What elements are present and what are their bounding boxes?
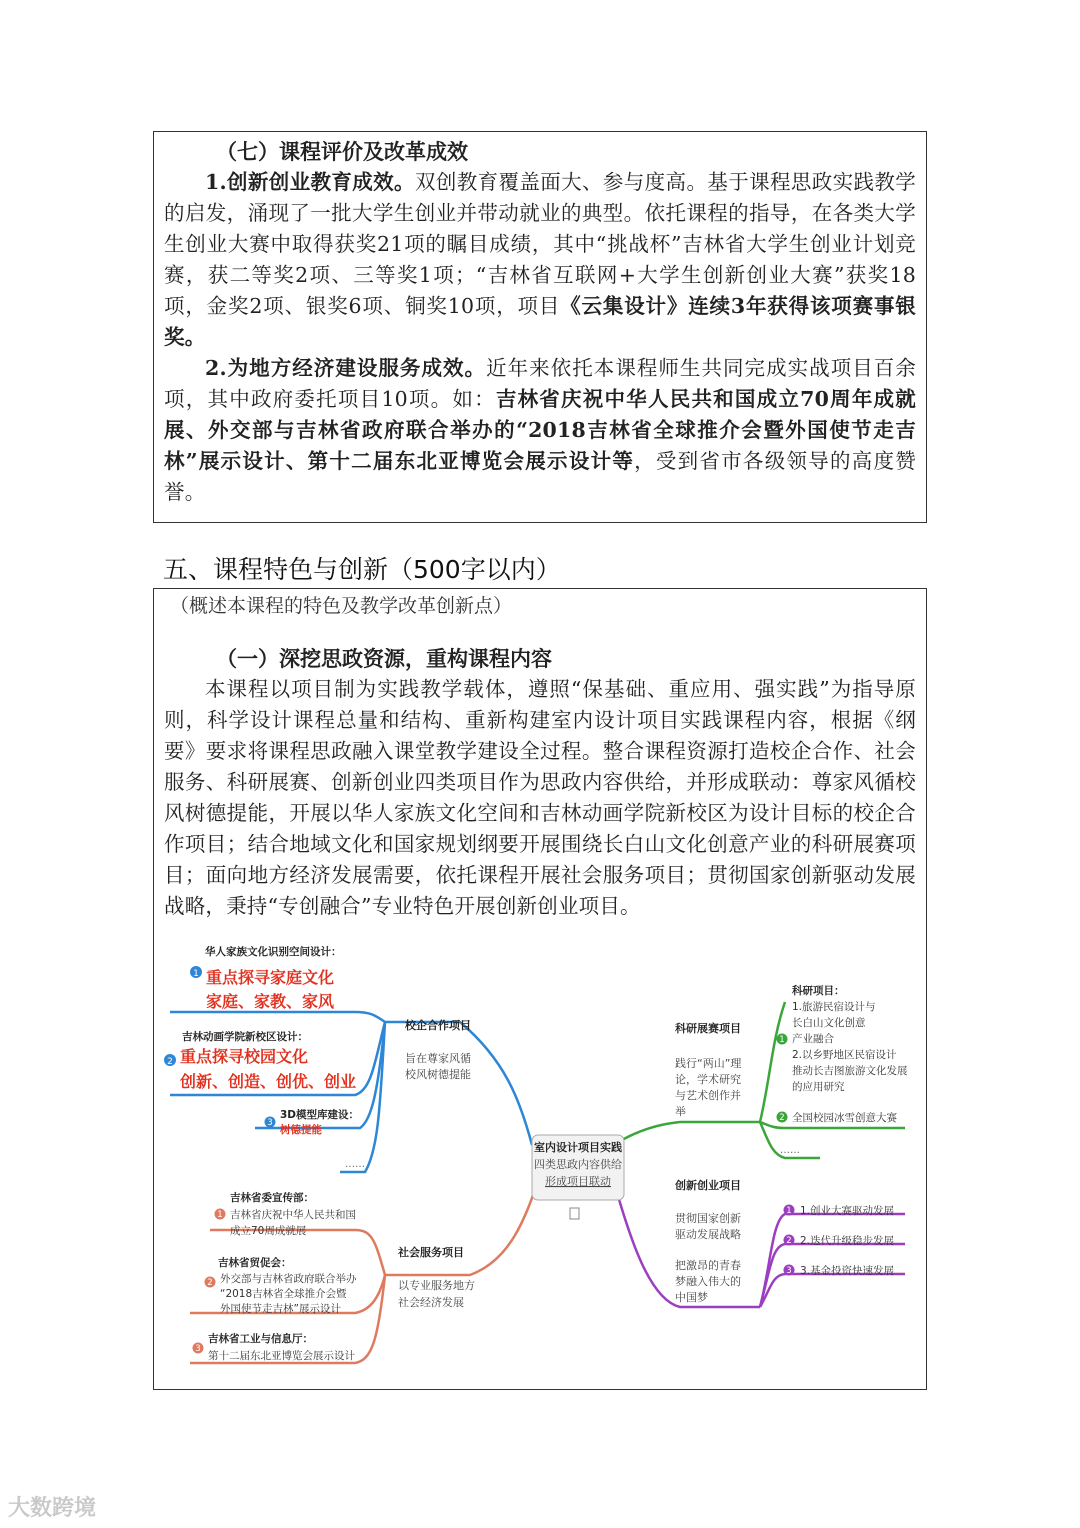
mind-map bbox=[160, 940, 920, 1382]
center-line-2: 四类思政内容供给 bbox=[534, 1158, 622, 1171]
xiaoqi-leaf1-red-2: 家庭、家教、家风 bbox=[206, 992, 335, 1011]
xiaoqi-leaf3-red: 树德提能 bbox=[280, 1124, 322, 1136]
xiaoqi-leaf3-label: 3D模型库建设： bbox=[280, 1109, 360, 1121]
watermark: 大数跨境 bbox=[8, 1496, 97, 1521]
chuangxin-desc2-1: 把激昂的青春 bbox=[675, 1259, 741, 1272]
chuangxin-leaf1: 1.创业大赛驱动发展 bbox=[800, 1205, 895, 1217]
purple-num-1: 1 bbox=[786, 1206, 792, 1216]
xiaoqi-leaf2-label: 吉林动画学院新校区设计： bbox=[182, 1031, 308, 1043]
chuangxin-leaf3: 3.基金投资快速发展 bbox=[800, 1265, 895, 1277]
chuangxin-desc1-2: 驱动发展战略 bbox=[675, 1228, 741, 1241]
xiaoqi-title: 校企合作项目 bbox=[405, 1019, 471, 1032]
keyan-title: 科研展赛项目 bbox=[675, 1022, 741, 1035]
shehui-leaf1-label: 吉林省委宣传部： bbox=[230, 1192, 314, 1204]
orange-num-2: 2 bbox=[207, 1278, 213, 1288]
blue-num-3: 3 bbox=[267, 1118, 273, 1128]
orange-num-1: 1 bbox=[217, 1210, 223, 1220]
chuangxin-desc2-3: 中国梦 bbox=[675, 1291, 708, 1304]
chuangxin-desc1-1: 贯彻国家创新 bbox=[675, 1212, 741, 1225]
evaluation-heading: （七）课程评价及改革成效 bbox=[216, 139, 468, 164]
chuangxin-desc2-2: 梦融入伟大的 bbox=[675, 1275, 741, 1288]
evaluation-box bbox=[153, 131, 927, 523]
purple-num-3: 3 bbox=[786, 1266, 792, 1276]
xiaoqi-desc-2: 校风树德提能 bbox=[405, 1068, 471, 1081]
evaluation-paragraph-2 bbox=[164, 353, 916, 508]
xiaoqi-leaf2-red-1: 重点探寻校园文化 bbox=[180, 1047, 309, 1066]
purple-num-2: 2 bbox=[786, 1236, 792, 1246]
p1-body: 双创教育覆盖面大、参与度高。基于课程思政实践教学的启发，涌现了一批大学生创业并带动就业的典型。依托课程的指导，在各类大学生创业大赛中取得获奖21项的瞩目成绩，其中“挑战杯”吉林省大学生创业计划竞赛，获二等奖2项、三等奖1项；“吉林省互联网+大学生创新创业大赛”获奖18项，金奖2项、银奖6项、铜奖10项，项目 bbox=[164, 170, 916, 318]
keyan-desc-2: 论，学术研究 bbox=[675, 1073, 741, 1086]
keyan-leaf1-text-5: 推动长吉图旅游文化发展 bbox=[792, 1065, 908, 1077]
note-icon bbox=[570, 1208, 579, 1219]
green-num-1: 1 bbox=[779, 1035, 785, 1045]
blue-num-1: 1 bbox=[193, 969, 199, 979]
keyan-leaf2-text: 全国校园冰雪创意大赛 bbox=[792, 1112, 897, 1124]
keyan-leaf1-text-3: 产业融合 bbox=[792, 1033, 834, 1045]
chuangxin-title: 创新创业项目 bbox=[675, 1179, 741, 1192]
shehui-leaf3-text: 第十二届东北亚博览会展示设计 bbox=[208, 1350, 355, 1362]
shehui-desc-1: 以专业服务地方 bbox=[398, 1279, 475, 1292]
evaluation-paragraph-1 bbox=[164, 167, 916, 353]
center-line-3: 形成项目联动 bbox=[545, 1175, 611, 1188]
p2-title: 2.为地方经济建设服务成效。 bbox=[205, 356, 487, 380]
section-5-title: 五、课程特色与创新（500字以内） bbox=[163, 555, 561, 584]
p2-end: ，受到省市各级领导的高度赞誉。 bbox=[164, 449, 916, 504]
features-body: 本课程以项目制为实践教学载体，遵照“保基础、重应用、强实践”为指导原则，科学设计课程总量和结构、重新构建室内设计项目实践课程内容，根据《纲要》要求将课程思政融入课堂教学建设全过程。整合课程资源打造校企合作、社会服务、科研展赛、创新创业四类项目作为思政内容供给，并形成联动：尊家风循校风树德提能，开展以华人家族文化空间和吉林动画学院新校区为设计目标的校企合作项目；结合地域文化和国家规划纲要开展围绕长白山文化创意产业的科研展赛项目；面向地方经济发展需要，依托课程开展社会服务项目；贯彻国家创新驱动发展战略，秉持“专创融合”专业特色开展创新创业项目。 bbox=[164, 677, 916, 918]
shehui-leaf3-label: 吉林省工业与信息厅： bbox=[208, 1333, 313, 1345]
shehui-leaf2-text-3: 外国使节走吉林”展示设计 bbox=[220, 1303, 341, 1315]
keyan-leaf1-text-4: 2.以乡野地区民宿设计 bbox=[792, 1049, 897, 1061]
orange-num-3: 3 bbox=[195, 1344, 201, 1354]
center-node bbox=[532, 1135, 624, 1219]
p1-bold-end: 《云集设计》连续3年获得该项赛事银奖。 bbox=[164, 294, 916, 349]
blue-num-2: 2 bbox=[167, 1057, 173, 1067]
keyan-desc-3: 与艺术创作并 bbox=[675, 1089, 741, 1102]
shehui-title: 社会服务项目 bbox=[398, 1246, 464, 1259]
xiaoqi-leaf1-red-1: 重点探寻家庭文化 bbox=[206, 968, 335, 987]
keyan-leaf1-text-1: 1.旅游民宿设计与 bbox=[792, 1001, 876, 1013]
keyan-desc-1: 践行“两山”理 bbox=[675, 1057, 742, 1070]
features-heading: （一）深挖思政资源，重构课程内容 bbox=[216, 646, 552, 671]
keyan-leaf1-text-2: 长白山文化创意 bbox=[792, 1017, 866, 1029]
shehui-desc-2: 社会经济发展 bbox=[398, 1296, 464, 1309]
center-line-1: 室内设计项目实践 bbox=[534, 1141, 622, 1154]
shehui-leaf2-text-2: “2018吉林省全球推介会暨 bbox=[220, 1288, 347, 1300]
shehui-leaf1-text-1: 吉林省庆祝中华人民共和国 bbox=[230, 1209, 356, 1221]
xiaoqi-ellipsis: …… bbox=[345, 1159, 365, 1170]
xiaoqi-leaf1-label: 华人家族文化识别空间设计： bbox=[205, 946, 342, 958]
keyan-leaf1-label: 科研项目： bbox=[792, 985, 845, 997]
xiaoqi-leaf2-red-2: 创新、创造、创优、创业 bbox=[180, 1072, 357, 1091]
shehui-leaf2-label: 吉林省贸促会： bbox=[218, 1257, 292, 1269]
chuangxin-leaf2: 2.迭代升级稳步发展 bbox=[800, 1235, 895, 1247]
p2-body: 近年来依托本课程师生共同完成实战项目百余项，其中政府委托项目10项。如： bbox=[164, 356, 917, 411]
keyan-leaf1-text-6: 的应用研究 bbox=[792, 1081, 845, 1093]
keyan-ellipsis: …… bbox=[780, 1145, 800, 1156]
p1-title: 1.创新创业教育成效。 bbox=[205, 170, 415, 194]
p2-bold: 吉林省庆祝中华人民共和国成立70周年成就展、外交部与吉林省政府联合举办的“2018吉林省全球推介会暨外国使节走吉林”展示设计、第十二届东北亚博览会展示设计等 bbox=[164, 387, 916, 473]
green-num-2: 2 bbox=[779, 1113, 785, 1123]
xiaoqi-desc-1: 旨在尊家风循 bbox=[405, 1052, 471, 1065]
section-5-subtitle: （概述本课程的特色及教学改革创新点） bbox=[170, 595, 513, 617]
keyan-desc-4: 举 bbox=[675, 1105, 686, 1118]
shehui-leaf1-text-2: 成立70周成就展 bbox=[230, 1225, 307, 1237]
shehui-leaf2-text-1: 外交部与吉林省政府联合举办 bbox=[220, 1273, 357, 1285]
